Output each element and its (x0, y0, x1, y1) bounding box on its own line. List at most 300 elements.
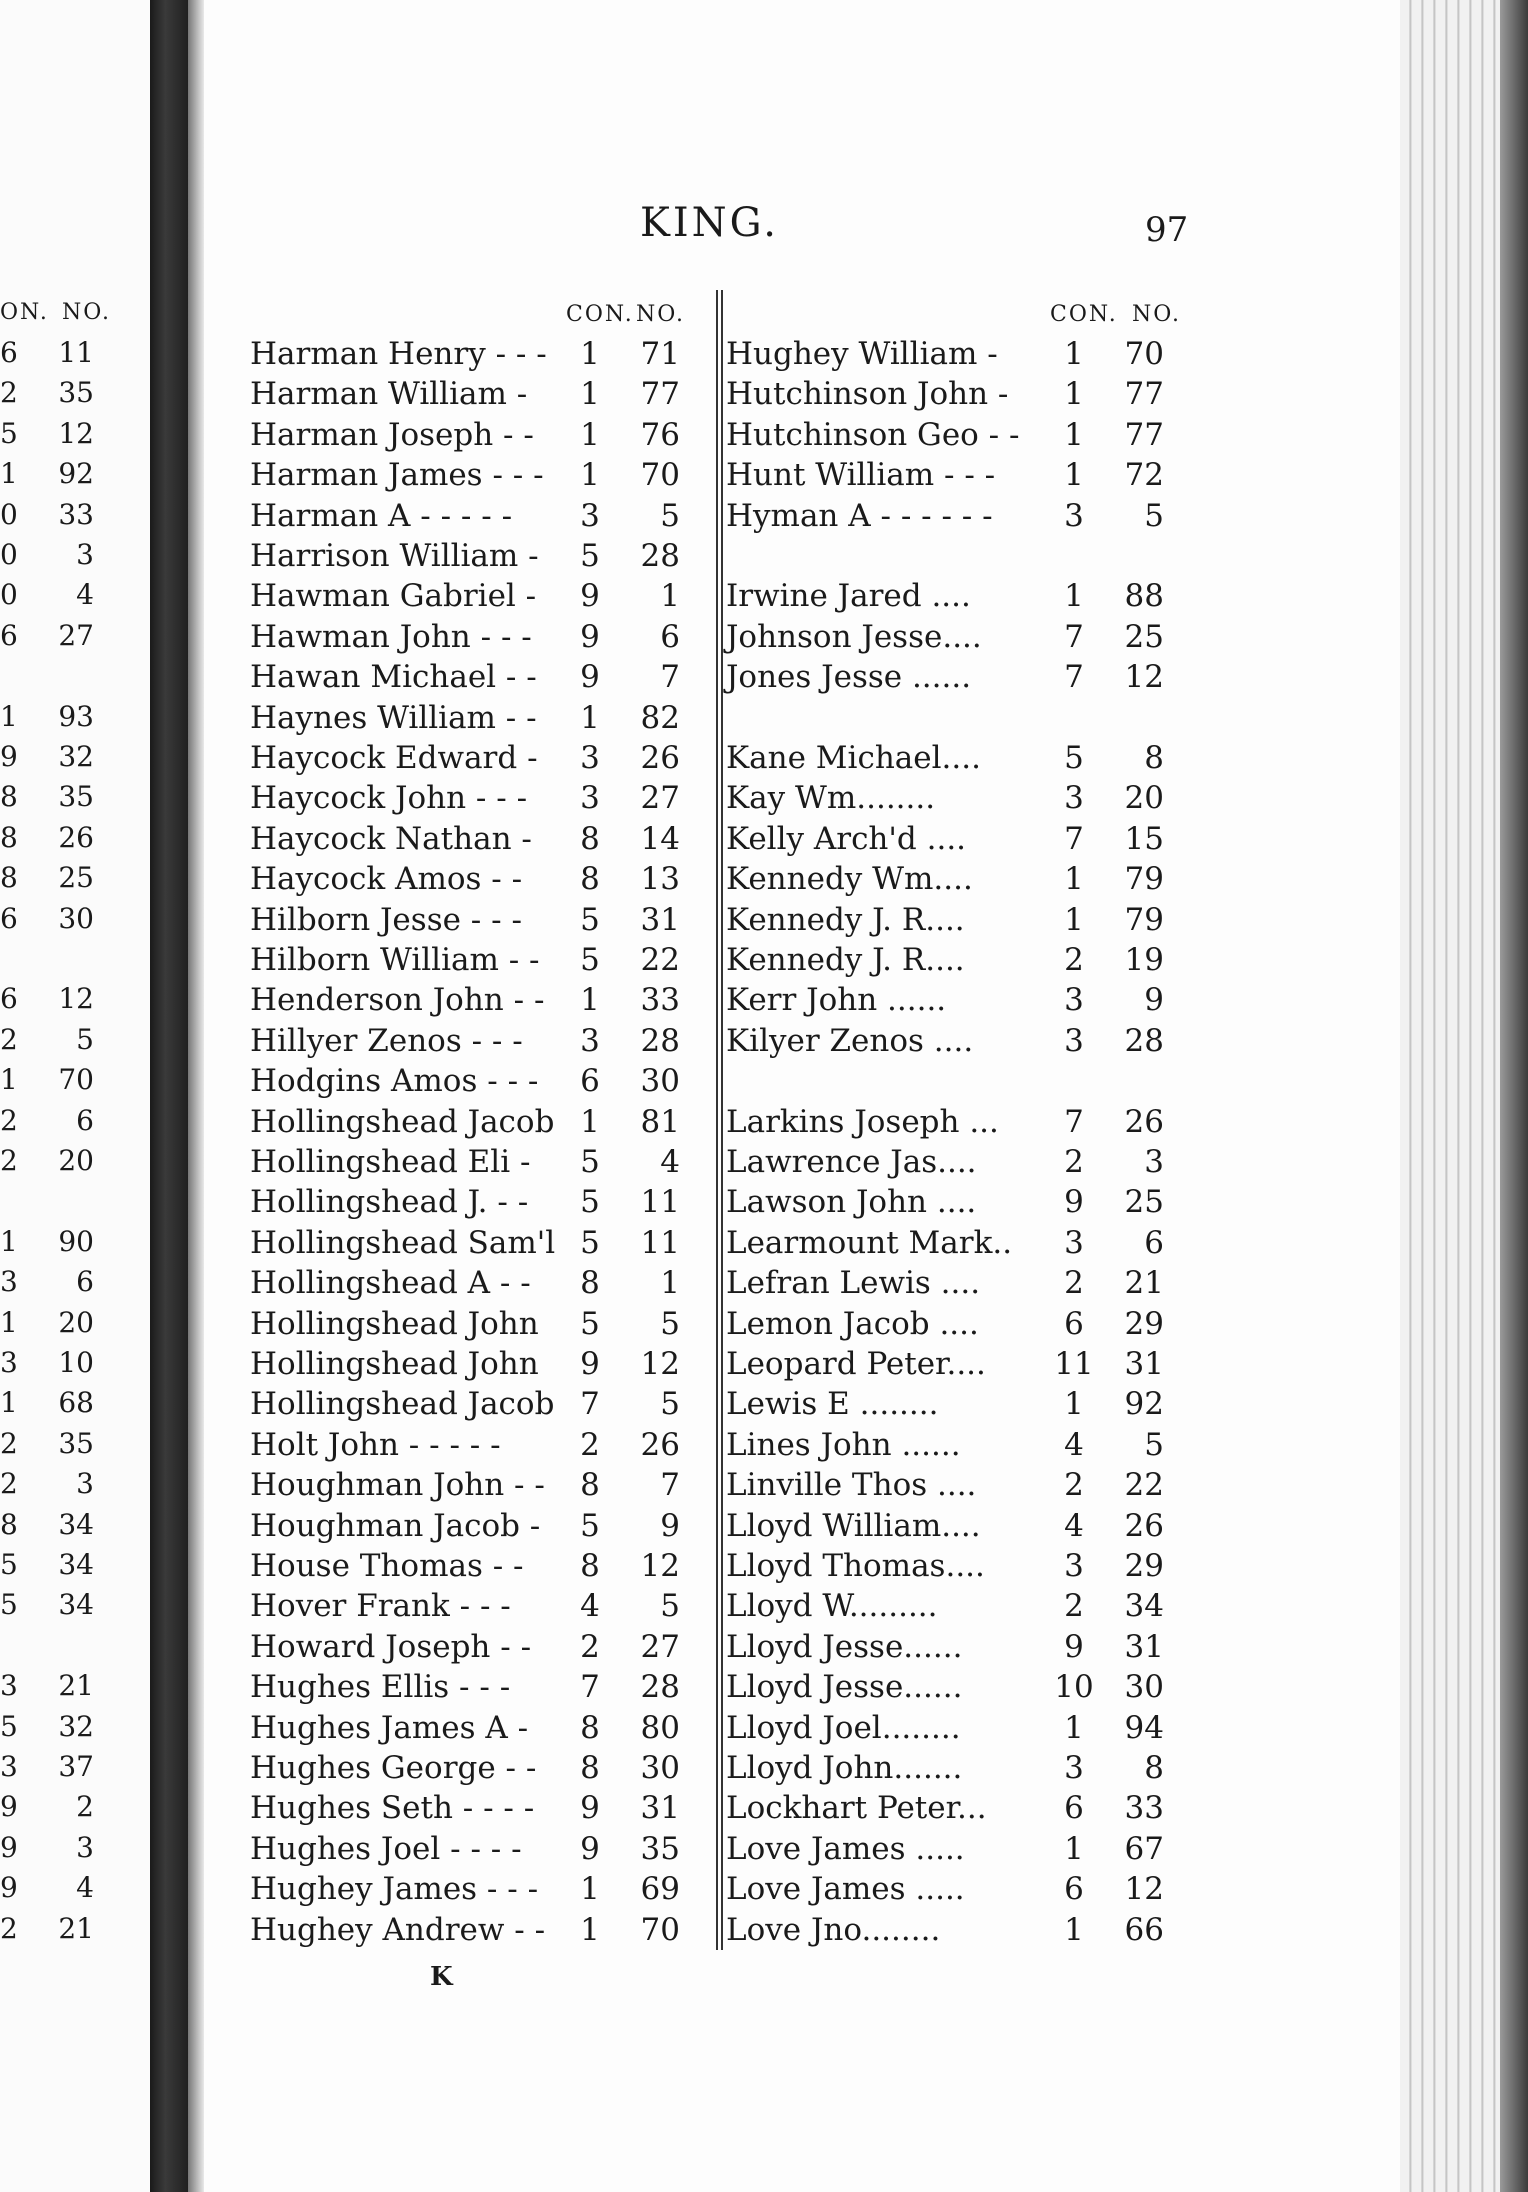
entry-con: 4 (580, 1588, 600, 1625)
left-page-row (0, 1871, 140, 1911)
entry-no: 77 (1124, 376, 1164, 413)
entry-name: Hutchinson John - (726, 376, 1009, 413)
entry-no: 27 (640, 780, 680, 817)
entry-no: 26 (1124, 1103, 1164, 1140)
entry-name: Hollingshead Jacob (250, 1386, 555, 1423)
entry-no: 12 (640, 1346, 680, 1382)
entry-name: Lefran Lewis .... (726, 1265, 981, 1302)
entry-con: 1 (580, 1871, 600, 1908)
left-page-con: 1 (0, 457, 18, 491)
entry-no: 19 (1124, 942, 1164, 978)
entry-name: Love James ..... (726, 1830, 965, 1867)
entry-con: 8 (580, 1467, 600, 1504)
entry-name: Hunt William - - - (726, 457, 996, 494)
entry-name: Haynes William - - (250, 699, 537, 736)
left-page-no: 26 (58, 820, 94, 854)
entry-name: Leopard Peter.... (726, 1346, 986, 1382)
left-page-row (0, 457, 140, 497)
entry-name: Lloyd Joel........ (726, 1709, 961, 1746)
entry-con: 2 (1064, 1467, 1084, 1504)
left-page-row (0, 1508, 140, 1548)
entry-no: 7 (660, 1467, 680, 1504)
left-page-no: 3 (76, 538, 94, 571)
left-page-row (0, 740, 140, 780)
entry-name: Irwine Jared .... (726, 578, 971, 615)
entry-no: 33 (1124, 1790, 1164, 1827)
left-facing-page (0, 0, 150, 2192)
entry-con: 2 (1064, 942, 1084, 978)
entry-name: Haycock Nathan - (250, 820, 532, 857)
entry-con: 1 (1064, 1709, 1084, 1746)
entry-no: 67 (1124, 1830, 1164, 1867)
entry-name: Hughey William - (726, 336, 998, 372)
left-page-row (0, 1265, 140, 1305)
entry-name: Holt John - - - - - (250, 1426, 501, 1463)
entry-con: 1 (1064, 1830, 1084, 1867)
left-page-con: 6 (0, 618, 18, 652)
left-page-row (0, 498, 140, 538)
entry-name: Hollingshead Jacob (250, 1103, 555, 1140)
left-page-row (0, 1548, 140, 1588)
left-page-no: 12 (58, 416, 94, 450)
entry-con: 2 (580, 1426, 600, 1463)
left-page-row (0, 619, 140, 659)
book-cover-edge (1500, 0, 1528, 2192)
entry-name: Hyman A - - - - - - (726, 497, 993, 534)
left-page-row (0, 1346, 140, 1386)
entry-name: Howard Joseph - - (250, 1628, 532, 1665)
left-page-no: 25 (58, 861, 94, 895)
left-page-con: 2 (0, 1426, 18, 1460)
entry-no: 30 (640, 1750, 680, 1786)
entry-name: Hodgins Amos - - - (250, 1063, 539, 1100)
entry-con: 3 (1064, 1750, 1084, 1786)
left-page-con: 2 (0, 1103, 18, 1137)
left-page-row (0, 1467, 140, 1507)
entry-no: 5 (660, 1386, 680, 1423)
entry-name: Lloyd W......... (726, 1588, 938, 1625)
entry-no: 6 (660, 618, 680, 655)
entry-con: 9 (580, 578, 600, 615)
left-page-con: 1 (0, 699, 18, 733)
entry-no: 29 (1124, 1305, 1164, 1342)
left-page-con: 1 (0, 1063, 18, 1097)
entry-no: 25 (1124, 618, 1164, 655)
entry-name: Hughes Seth - - - - (250, 1790, 535, 1827)
entry-name: Hutchinson Geo - - (726, 416, 1020, 453)
entry-no: 92 (1124, 1386, 1164, 1423)
left-page-con: 2 (0, 1467, 18, 1501)
entry-no: 31 (640, 901, 680, 938)
entry-con: 6 (1064, 1790, 1084, 1827)
left-page-con: 1 (0, 1224, 18, 1258)
entry-name: Lawson John .... (726, 1184, 977, 1221)
left-page-con: 8 (0, 820, 18, 854)
right-no-header: NO. (1132, 302, 1181, 327)
left-page-no: 20 (58, 1144, 94, 1177)
left-page-row (0, 376, 140, 416)
entry-no: 33 (640, 982, 680, 1019)
entry-name: Hughes James A - (250, 1709, 529, 1746)
entry-con: 2 (1064, 1265, 1084, 1302)
entry-name: Haycock John - - - (250, 780, 528, 817)
entry-name: Harman A - - - - - (250, 497, 513, 534)
entry-name: Lloyd Thomas.... (726, 1548, 985, 1584)
entry-no: 5 (660, 497, 680, 534)
left-page-no: 4 (76, 578, 94, 612)
entry-con: 1 (1064, 376, 1084, 413)
left-page-row (0, 1831, 140, 1871)
left-page-row (0, 336, 140, 376)
entry-no: 13 (640, 861, 680, 898)
entry-no: 30 (1124, 1669, 1164, 1706)
entry-con: 2 (1064, 1588, 1084, 1625)
entry-name: Kane Michael.... (726, 740, 981, 776)
entry-name: Harman Henry - - - (250, 336, 547, 372)
left-page-con: 2 (0, 1022, 18, 1056)
entry-con: 3 (1064, 780, 1084, 817)
entry-no: 79 (1124, 901, 1164, 938)
entry-name: Kerr John ...... (726, 982, 947, 1019)
entry-no: 28 (640, 1022, 680, 1059)
entry-con: 1 (580, 457, 600, 494)
entry-no: 8 (1144, 740, 1164, 776)
left-no-header: NO. (636, 302, 685, 327)
entry-name: Hawan Michael - - (250, 659, 537, 696)
entry-no: 5 (1144, 497, 1164, 534)
right-con-header: CON. (1050, 302, 1118, 327)
left-page-no: 30 (58, 901, 94, 935)
entry-no: 9 (1144, 982, 1164, 1019)
left-page-con: 6 (0, 982, 18, 1016)
entry-con: 1 (1064, 336, 1084, 372)
left-page-con: 9 (0, 1871, 18, 1905)
left-page-con: 9 (0, 740, 18, 773)
entry-name: Lloyd Jesse...... (726, 1669, 963, 1706)
entry-no: 69 (640, 1871, 680, 1908)
left-page-no: 27 (58, 618, 94, 652)
entry-no: 1 (660, 578, 680, 615)
entry-con: 1 (580, 699, 600, 736)
entry-con: 1 (1064, 1386, 1084, 1423)
entry-con: 7 (1064, 659, 1084, 696)
entry-con: 3 (580, 1022, 600, 1059)
entry-no: 11 (640, 1224, 680, 1261)
entry-name: Love James ..... (726, 1871, 965, 1908)
entry-no: 30 (640, 1063, 680, 1100)
entry-name: Lemon Jacob .... (726, 1305, 979, 1342)
left-page-no: 5 (76, 1022, 94, 1056)
entry-con: 1 (580, 982, 600, 1019)
left-page-row (0, 902, 140, 942)
entry-con: 5 (580, 1224, 600, 1261)
left-page-no: 34 (58, 1588, 94, 1622)
entry-name: Learmount Mark.. (726, 1224, 1013, 1261)
left-page-con: 3 (0, 1346, 18, 1379)
entry-con: 1 (1064, 861, 1084, 898)
left-page-con: 2 (0, 1911, 18, 1945)
entry-no: 5 (1144, 1426, 1164, 1463)
left-page-no: 6 (76, 1103, 94, 1137)
entry-name: Lines John ...... (726, 1426, 961, 1463)
entry-con: 9 (580, 1830, 600, 1867)
entry-no: 81 (640, 1103, 680, 1140)
left-page-no: 21 (58, 1911, 94, 1945)
left-page-row (0, 1144, 140, 1184)
left-page-no: 34 (58, 1507, 94, 1541)
entry-con: 6 (580, 1063, 600, 1100)
entry-no: 1 (660, 1265, 680, 1302)
left-page-row (0, 1427, 140, 1467)
entry-con: 1 (1064, 416, 1084, 453)
entry-name: Houghman Jacob - (250, 1507, 541, 1544)
left-page-no: 6 (76, 1265, 94, 1299)
left-page-con: 6 (0, 336, 18, 369)
entry-no: 8 (1144, 1750, 1164, 1786)
entry-no: 22 (640, 942, 680, 978)
entry-con: 9 (1064, 1184, 1084, 1221)
entry-no: 71 (640, 336, 680, 372)
entry-name: Houghman John - - (250, 1467, 545, 1504)
entry-no: 26 (640, 1426, 680, 1463)
entry-name: Hollingshead Eli - (250, 1144, 531, 1180)
left-page-con: 6 (0, 901, 18, 935)
entry-name: Hughey Andrew - - (250, 1911, 546, 1948)
entry-con: 2 (1064, 1144, 1084, 1180)
left-page-con: 8 (0, 780, 18, 814)
entry-con: 5 (1064, 740, 1084, 776)
left-page-no: 2 (76, 1790, 94, 1824)
left-page-con: 5 (0, 1588, 18, 1622)
entry-con: 5 (580, 942, 600, 978)
entry-name: Lawrence Jas.... (726, 1144, 977, 1180)
left-page-no: 68 (58, 1386, 94, 1420)
entry-no: 66 (1124, 1911, 1164, 1948)
entry-con: 9 (1064, 1628, 1084, 1665)
left-page-row (0, 1912, 140, 1952)
entry-no: 7 (660, 659, 680, 696)
left-page-no: 21 (58, 1669, 94, 1703)
entry-name: Hollingshead J. - - (250, 1184, 529, 1221)
entry-no: 82 (640, 699, 680, 736)
left-page-con: 8 (0, 861, 18, 895)
entry-con: 6 (1064, 1305, 1084, 1342)
entry-name: Johnson Jesse.... (726, 618, 982, 655)
left-page-con: 0 (0, 538, 18, 571)
entry-con: 4 (1064, 1426, 1084, 1463)
entry-con: 1 (1064, 1911, 1084, 1948)
left-page-con: 2 (0, 1144, 18, 1177)
entry-con: 3 (1064, 982, 1084, 1019)
entry-no: 27 (640, 1628, 680, 1665)
entry-name: Lloyd William.... (726, 1507, 981, 1544)
entry-name: Hollingshead John (250, 1346, 539, 1382)
left-page-row (0, 700, 140, 740)
left-page-no: 4 (76, 1871, 94, 1905)
entry-no: 29 (1124, 1548, 1164, 1584)
entry-con: 9 (580, 1346, 600, 1382)
entry-con: 1 (1064, 901, 1084, 938)
left-page-row (0, 1306, 140, 1346)
entry-no: 70 (640, 457, 680, 494)
entry-no: 28 (640, 1669, 680, 1706)
entry-con: 5 (580, 1305, 600, 1342)
entry-con: 6 (1064, 1871, 1084, 1908)
left-page-no: 11 (58, 336, 94, 369)
entry-no: 6 (1144, 1224, 1164, 1261)
entry-con: 4 (1064, 1507, 1084, 1544)
entry-no: 9 (660, 1507, 680, 1544)
left-page-row (0, 821, 140, 861)
entry-no: 25 (1124, 1184, 1164, 1221)
left-page-row (0, 1750, 140, 1790)
entry-no: 34 (1124, 1588, 1164, 1625)
entry-no: 79 (1124, 861, 1164, 898)
entry-name: Lloyd John....... (726, 1750, 963, 1786)
entry-con: 1 (580, 1103, 600, 1140)
entry-name: Hilborn Jesse - - - (250, 901, 522, 938)
entry-con: 5 (580, 1144, 600, 1180)
entry-no: 12 (640, 1548, 680, 1584)
left-page-con-header: ON. (0, 300, 49, 325)
entry-con: 5 (580, 1184, 600, 1221)
left-page-row (0, 780, 140, 820)
entry-con: 1 (580, 376, 600, 413)
entry-no: 22 (1124, 1467, 1164, 1504)
gutter-shadow (188, 0, 204, 2192)
entry-con: 3 (1064, 1022, 1084, 1059)
entry-name: Haycock Edward - (250, 740, 538, 776)
left-page-row (0, 1790, 140, 1830)
entry-name: Henderson John - - (250, 982, 545, 1019)
left-con-header: CON. (566, 302, 634, 327)
entry-con: 9 (580, 659, 600, 696)
entry-no: 28 (640, 538, 680, 574)
entry-name: Harman William - (250, 376, 528, 413)
entry-name: Hilborn William - - (250, 942, 540, 978)
left-page-row (0, 417, 140, 457)
left-page-no: 10 (58, 1346, 94, 1379)
entry-no: 20 (1124, 780, 1164, 817)
entry-name: Harman Joseph - - (250, 416, 534, 453)
left-page-con: 3 (0, 1750, 18, 1783)
entry-name: Hughes Joel - - - - (250, 1830, 522, 1867)
left-page-no: 70 (58, 1063, 94, 1097)
entry-name: Hughes George - - (250, 1750, 537, 1786)
page-number: 97 (1145, 210, 1189, 250)
entry-con: 3 (1064, 1548, 1084, 1584)
entry-con: 1 (1064, 578, 1084, 615)
entry-name: Larkins Joseph ... (726, 1103, 999, 1140)
entry-name: Kennedy Wm.... (726, 861, 973, 898)
entry-con: 8 (580, 1750, 600, 1786)
left-page-row (0, 982, 140, 1022)
entry-no: 5 (660, 1305, 680, 1342)
entry-name: Hover Frank - - - (250, 1588, 511, 1625)
entry-con: 1 (1064, 457, 1084, 494)
entry-no: 76 (640, 416, 680, 453)
entry-con: 3 (580, 780, 600, 817)
left-page-con: 5 (0, 1709, 18, 1743)
entry-con: 5 (580, 901, 600, 938)
entry-con: 5 (580, 1507, 600, 1544)
column-divider (716, 290, 723, 1950)
entry-name: Harrison William - (250, 538, 539, 574)
entry-no: 28 (1124, 1022, 1164, 1059)
entry-con: 3 (580, 497, 600, 534)
left-page-no-header: NO. (62, 300, 111, 325)
entry-no: 31 (1124, 1628, 1164, 1665)
entry-name: House Thomas - - (250, 1548, 524, 1584)
entry-con: 8 (580, 820, 600, 857)
entry-name: Hollingshead A - - (250, 1265, 531, 1302)
entry-name: Hawman Gabriel - (250, 578, 537, 615)
left-page-con: 3 (0, 1669, 18, 1703)
entry-name: Kay Wm........ (726, 780, 936, 817)
entry-name: Kennedy J. R.... (726, 901, 965, 938)
entry-no: 35 (640, 1830, 680, 1867)
entry-con: 8 (580, 861, 600, 898)
entry-con: 1 (580, 1911, 600, 1948)
left-page-con: 1 (0, 1386, 18, 1420)
left-page-no: 93 (58, 699, 94, 733)
left-page-con: 0 (0, 497, 18, 531)
left-page-no: 92 (58, 457, 94, 491)
entry-name: Hillyer Zenos - - - (250, 1022, 523, 1059)
entry-name: Lloyd Jesse...... (726, 1628, 963, 1665)
entry-no: 72 (1124, 457, 1164, 494)
left-page-row (0, 538, 140, 578)
left-page-con: 1 (0, 1305, 18, 1339)
entry-no: 26 (1124, 1507, 1164, 1544)
entry-no: 94 (1124, 1709, 1164, 1746)
entry-no: 80 (640, 1709, 680, 1746)
entry-name: Hawman John - - - (250, 618, 532, 655)
entry-no: 14 (640, 820, 680, 857)
left-page-no: 3 (76, 1830, 94, 1864)
left-page-no: 37 (58, 1750, 94, 1783)
entry-no: 88 (1124, 578, 1164, 615)
entry-no: 70 (640, 1911, 680, 1948)
entry-no: 4 (660, 1144, 680, 1180)
entry-con: 3 (1064, 497, 1084, 534)
entry-con: 11 (1054, 1346, 1094, 1382)
entry-name: Love Jno........ (726, 1911, 941, 1948)
entry-name: Harman James - - - (250, 457, 544, 494)
left-page-con: 9 (0, 1830, 18, 1864)
entry-con: 7 (580, 1669, 600, 1706)
entry-con: 3 (1064, 1224, 1084, 1261)
left-page-no: 33 (58, 497, 94, 531)
entry-con: 1 (580, 416, 600, 453)
entry-no: 31 (640, 1790, 680, 1827)
left-page-con: 5 (0, 1548, 18, 1581)
entry-no: 11 (640, 1184, 680, 1221)
entry-con: 7 (1064, 820, 1084, 857)
left-page-con: 0 (0, 578, 18, 612)
entry-con: 8 (580, 1265, 600, 1302)
entry-name: Hughey James - - - (250, 1871, 539, 1908)
left-page-row (0, 861, 140, 901)
left-page-no: 3 (76, 1467, 94, 1501)
entry-no: 77 (1124, 416, 1164, 453)
left-page-no: 32 (58, 1709, 94, 1743)
left-page-no: 32 (58, 740, 94, 773)
entry-no: 3 (1144, 1144, 1164, 1180)
entry-con: 3 (580, 740, 600, 776)
left-page-con: 3 (0, 1265, 18, 1299)
entry-no: 31 (1124, 1346, 1164, 1382)
